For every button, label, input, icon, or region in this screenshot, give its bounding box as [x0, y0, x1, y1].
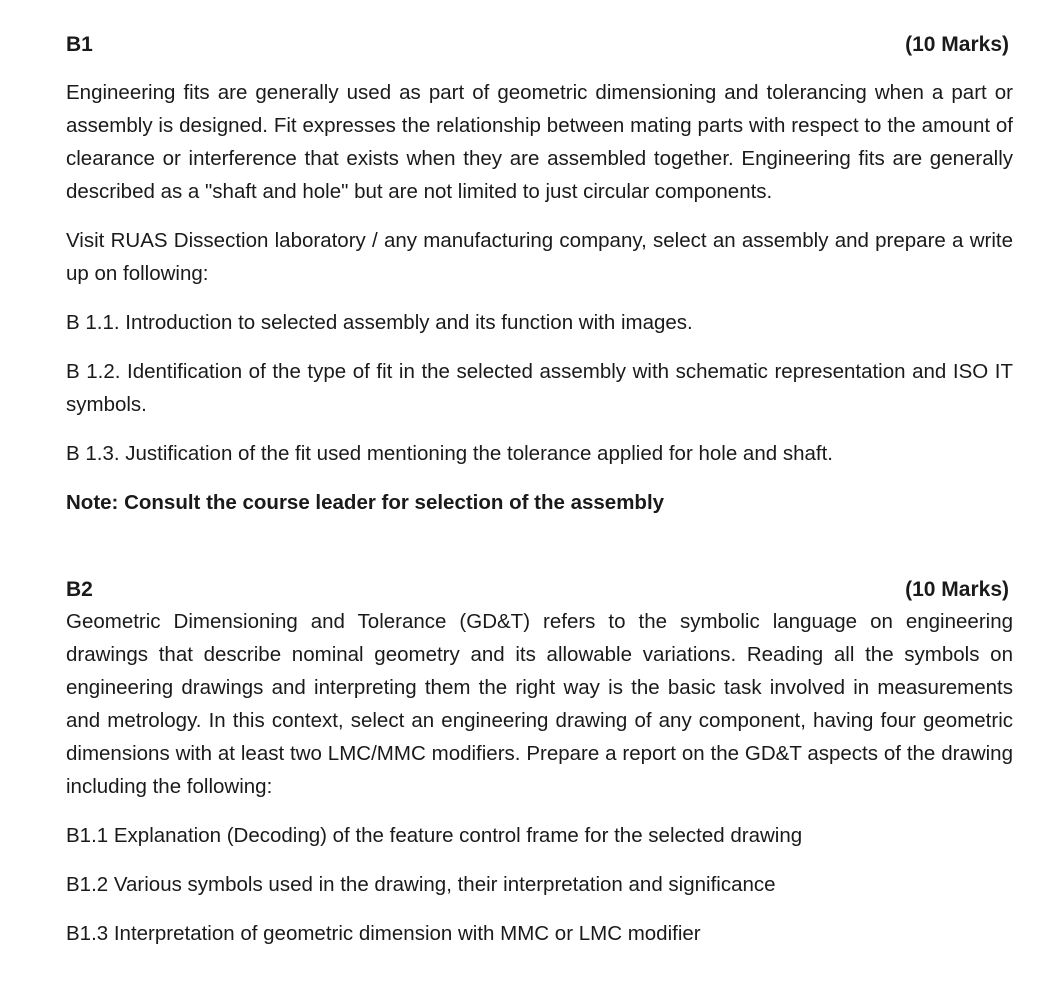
b1-label: B1 — [66, 33, 93, 56]
b1-item-3: B 1.3. Justification of the fit used mentioning the tolerance applied for hole and shaft. — [66, 442, 833, 465]
b1-task-paragraph: Visit RUAS Dissection laboratory / any manufacturing company, select an assembly and prepare a write up on following: — [66, 229, 1013, 285]
b2-item-1: B1.1 Explanation (Decoding) of the feature control frame for the selected drawing — [66, 824, 803, 847]
b1-item-2: B 1.2. Identification of the type of fit in the selected assembly with schematic representation and ISO IT symbols. — [66, 360, 1013, 416]
b2-intro-paragraph: Geometric Dimensioning and Tolerance (GD&T) refers to the symbolic language on engineering drawings that describe nominal geometry and its allowable variations. Reading all the symbols on engineering drawings and interpreting them the right way is the basic task involved in measurements and metrology. In this context, select an engineering drawing of any component, having four geometric dimensions with at least two LMC/MMC modifiers. Prepare a report on the GD&T aspects of the drawing including the following: — [66, 610, 1013, 798]
b2-heading — [66, 575, 1013, 605]
b1-marks: (10 Marks) — [905, 33, 1009, 56]
b2-label: B2 — [66, 578, 93, 601]
document-page — [66, 30, 1013, 950]
b2-item-3: B1.3 Interpretation of geometric dimension with MMC or LMC modifier — [66, 922, 701, 945]
b1-item-1: B 1.1. Introduction to selected assembly and its function with images. — [66, 311, 693, 334]
b1-note: Note: Consult the course leader for selection of the assembly — [66, 491, 665, 514]
b1-heading — [66, 30, 1013, 60]
b1-intro-paragraph: Engineering fits are generally used as part of geometric dimensioning and tolerancing when a part or assembly is designed. Fit expresses the relationship between mating parts with respect to the amount of clearance or interference that exists when they are assembled together. Engineering fits are generally described as a "shaft and hole" but are not limited to just circular components. — [66, 81, 1013, 203]
b2-marks: (10 Marks) — [905, 578, 1009, 601]
b2-item-2: B1.2 Various symbols used in the drawing, their interpretation and significance — [66, 873, 776, 896]
